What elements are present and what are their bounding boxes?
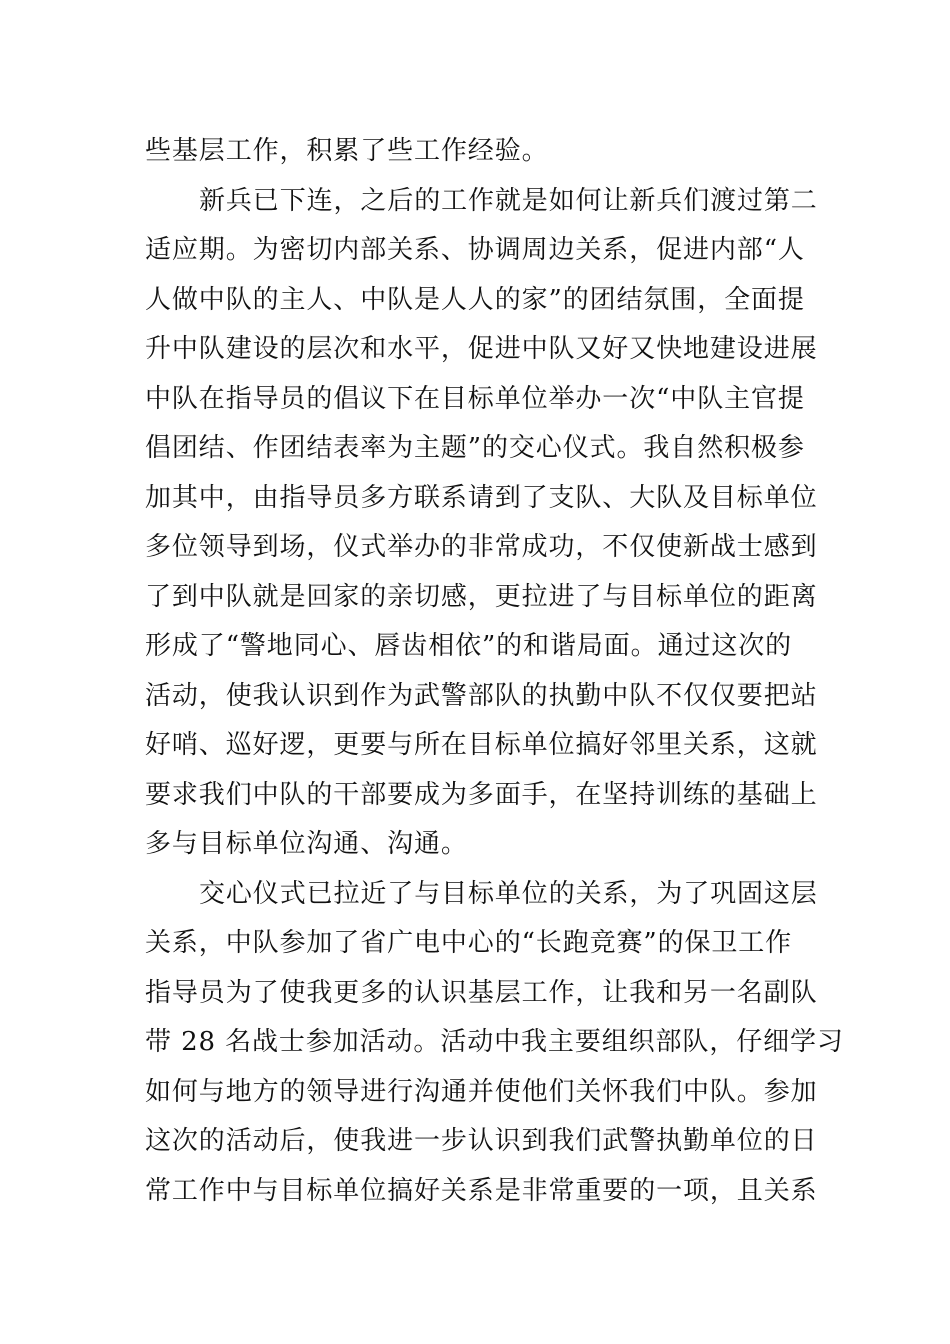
text-line: 些基层工作，积累了些工作经验。	[145, 136, 549, 166]
text-line: 升中队建设的层次和水平，促进中队又好又快地建设进展	[145, 334, 818, 364]
text-line: 关系，中队参加了省广电中心的“长跑竞赛”的保卫工作	[145, 928, 793, 958]
text-line: 带 28 名战士参加活动。活动中我主要组织部队，仔细学习	[145, 1027, 844, 1057]
text-line: 如何与地方的领导进行沟通并使他们关怀我们中队。参加	[145, 1076, 818, 1107]
document-body	[145, 127, 844, 1216]
text-line: 多与目标单位沟通、沟通。	[145, 829, 468, 859]
text-line: 倡团结、作团结表率为主题”的交心仪式。我自然积极参	[145, 433, 805, 463]
text-line: 指导员为了使我更多的认识基层工作，让我和另一名副队	[145, 977, 818, 1008]
text-line: 好哨、巡好逻，更要与所在目标单位搞好邻里关系，这就	[145, 730, 818, 760]
text-line: 新兵已下连，之后的工作就是如何让新兵们渡过第二	[199, 185, 818, 216]
text-line: 多位领导到场，仪式举办的非常成功，不仅使新战士感到	[145, 532, 818, 562]
text-line: 这次的活动后，使我进一步认识到我们武警执勤单位的日	[145, 1126, 818, 1156]
text-line: 常工作中与目标单位搞好关系是非常重要的一项，且关系	[145, 1175, 818, 1206]
text-line: 适应期。为密切内部关系、协调周边关系，促进内部“人	[145, 235, 805, 265]
text-line: 中队在指导员的倡议下在目标单位举办一次“中队主官提	[145, 383, 805, 414]
text-line: 交心仪式已拉近了与目标单位的关系，为了巩固这层	[199, 878, 818, 909]
text-line: 活动，使我认识到作为武警部队的执勤中队不仅仅要把站	[145, 680, 818, 711]
text-line: 加其中，由指导员多方联系请到了支队、大队及目标单位	[145, 482, 818, 513]
text-line: 了到中队就是回家的亲切感，更拉进了与目标单位的距离	[145, 581, 818, 612]
text-line: 要求我们中队的干部要成为多面手，在坚持训练的基础上	[145, 779, 818, 810]
text-line: 形成了“警地同心、唇齿相依”的和谐局面。通过这次的	[145, 631, 793, 661]
text-line: 人做中队的主人、中队是人人的家”的团结氛围，全面提	[145, 284, 805, 315]
